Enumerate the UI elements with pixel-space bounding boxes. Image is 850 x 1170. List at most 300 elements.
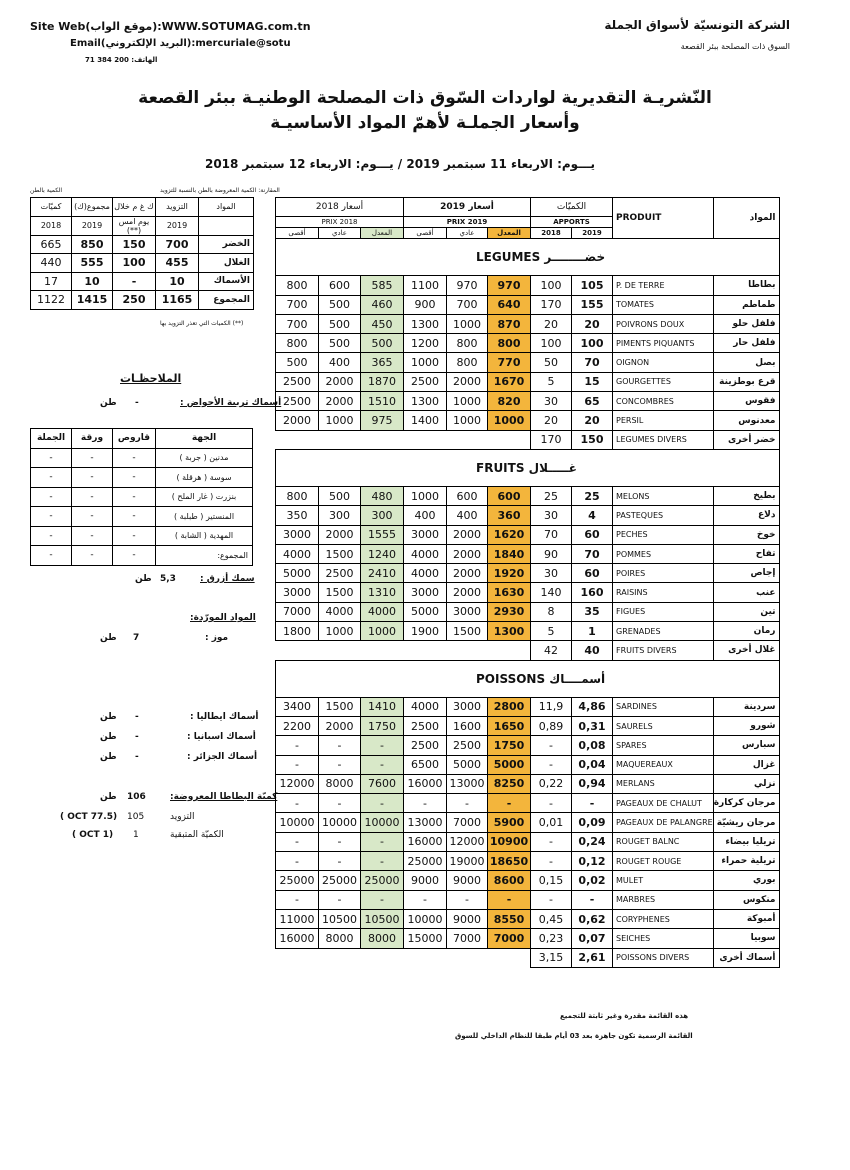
price-cell: 0,23 — [531, 929, 572, 948]
product-name-fr: P. DE TERRE — [613, 276, 714, 295]
price-cell: 90 — [531, 544, 572, 563]
price-cell: 30 — [531, 506, 572, 525]
price-cell: - — [276, 755, 319, 774]
h-prix2019 — [404, 198, 531, 217]
product-row — [276, 334, 780, 353]
blue-fish-label: سمك أزرق : — [200, 574, 255, 584]
algeria-value: - — [135, 752, 139, 762]
price-cell: 7000 — [447, 813, 488, 832]
price-cell: 4 — [572, 506, 613, 525]
price-cell: 30 — [531, 564, 572, 583]
price-cell: 60 — [572, 564, 613, 583]
price-cell: 5000 — [488, 755, 531, 774]
product-name-ar: بصل — [713, 353, 779, 372]
summary-sh0: 2018 — [31, 216, 72, 235]
price-cell: - — [361, 736, 404, 755]
region-cell: - — [113, 448, 156, 468]
region-cell: - — [113, 526, 156, 546]
summary-cell: 100 — [113, 254, 156, 273]
product-row — [276, 392, 780, 411]
price-cell: 2000 — [447, 525, 488, 544]
product-name-fr: MERLANS — [613, 774, 714, 793]
price-cell: 0,01 — [531, 813, 572, 832]
summary-sh3: 2019 — [156, 216, 199, 235]
price-header-row-1 — [276, 198, 780, 217]
stock-label: الكميّة المتبقية — [170, 830, 224, 840]
summary-row — [31, 272, 254, 291]
h-normal-2019: عادي — [447, 228, 488, 239]
region-h1: قاروص — [113, 429, 156, 449]
product-name-ar: سوبيا — [713, 929, 779, 948]
product-name-fr: FIGUES — [613, 602, 714, 621]
price-cell: 1000 — [447, 392, 488, 411]
blank-cell — [276, 430, 531, 449]
section-row — [276, 449, 780, 486]
product-name-ar: خوخ — [713, 525, 779, 544]
price-cell: 7000 — [276, 602, 319, 621]
divers-a19: 150 — [572, 430, 613, 449]
price-cell: 1400 — [404, 411, 447, 430]
region-cell: - — [113, 468, 156, 488]
region-row — [31, 526, 253, 546]
product-name-fr: ROUGET BALNC — [613, 832, 714, 851]
spain-label: أسماك اسبانيا : — [187, 732, 256, 742]
price-cell: - — [488, 890, 531, 909]
potato-label: كميّة البطاطا المعروضة: — [170, 792, 278, 802]
summary-sh2: يوم امس (**) — [113, 216, 156, 235]
product-name-fr: GRENADES — [613, 622, 714, 641]
region-cell: - — [31, 546, 72, 566]
price-cell: 65 — [572, 392, 613, 411]
summary-row — [31, 235, 254, 254]
summary-label: الغلال — [199, 254, 254, 273]
price-cell: 970 — [447, 276, 488, 295]
product-name-ar: مرجان كركارة — [713, 794, 779, 813]
product-row — [276, 755, 780, 774]
price-cell: 1300 — [404, 314, 447, 333]
divers-row — [276, 948, 780, 967]
price-cell: 400 — [404, 506, 447, 525]
h-max-2018: أقصى — [276, 228, 319, 239]
h-prix2019-year: 2019 — [440, 202, 466, 213]
price-cell: 1000 — [319, 411, 361, 430]
spain-value: - — [135, 732, 139, 742]
price-cell: 155 — [572, 295, 613, 314]
summary-label: الخضر — [199, 235, 254, 254]
price-sections — [276, 239, 780, 968]
ton-unit: طن — [100, 792, 117, 802]
product-name-ar: معدنوس — [713, 411, 779, 430]
price-cell: 170 — [531, 295, 572, 314]
price-cell: 700 — [447, 295, 488, 314]
product-row — [276, 314, 780, 333]
h-prix2018-fr: PRIX 2018 — [276, 217, 404, 228]
price-cell: 1800 — [276, 622, 319, 641]
price-cell: 600 — [447, 486, 488, 505]
summary-row-total — [31, 291, 254, 310]
price-cell: 35 — [572, 602, 613, 621]
price-table — [275, 197, 780, 968]
price-cell: 8250 — [488, 774, 531, 793]
product-row — [276, 411, 780, 430]
region-row — [31, 468, 253, 488]
region-cell: - — [72, 546, 113, 566]
region-name: سوسة ( هرقلة ) — [156, 468, 253, 488]
product-name-ar: شورو — [713, 716, 779, 735]
price-cell: 2000 — [276, 411, 319, 430]
company-subtitle: السوق ذات المصلحة ببئر القصعة — [680, 42, 790, 51]
summary-cell: 555 — [72, 254, 113, 273]
price-cell: 3000 — [276, 583, 319, 602]
farmed-fish-label: أسماك تربية الأحواض : — [180, 398, 282, 408]
price-cell: 20 — [531, 411, 572, 430]
price-cell: 20 — [572, 411, 613, 430]
price-cell: 4000 — [319, 602, 361, 621]
product-row — [276, 832, 780, 851]
price-cell: 10900 — [488, 832, 531, 851]
price-cell: 1000 — [447, 314, 488, 333]
ton-unit: طن — [100, 712, 117, 722]
price-cell: 0,07 — [572, 929, 613, 948]
document-title: النّشريـة التقديرية لواردات السّوق ذات المصلحة الوطنيـة ببئر القصعة — [138, 88, 712, 108]
price-cell: 3000 — [404, 583, 447, 602]
divers-a19: 40 — [572, 641, 613, 660]
price-cell: 1500 — [319, 544, 361, 563]
summary-label: المجموع — [199, 291, 254, 310]
price-cell: 1750 — [361, 716, 404, 735]
price-cell: 8550 — [488, 909, 531, 928]
product-name-fr: SARDINES — [613, 697, 714, 716]
price-cell: 7000 — [488, 929, 531, 948]
price-cell: 1410 — [361, 697, 404, 716]
product-name-ar: طماطم — [713, 295, 779, 314]
price-cell: 70 — [572, 353, 613, 372]
product-row — [276, 871, 780, 890]
region-cell: - — [31, 468, 72, 488]
product-name-ar: منكوس — [713, 890, 779, 909]
h-apports-2018: 2018 — [531, 228, 572, 239]
price-cell: 1000 — [404, 486, 447, 505]
price-cell: 13000 — [447, 774, 488, 793]
price-cell: 1840 — [488, 544, 531, 563]
price-cell: 20 — [531, 314, 572, 333]
price-cell: 25000 — [276, 871, 319, 890]
price-cell: 450 — [361, 314, 404, 333]
summary-cell: 850 — [72, 235, 113, 254]
region-name: بنزرت ( غار الملح ) — [156, 487, 253, 507]
price-cell: - — [572, 890, 613, 909]
product-name-ar: إجاص — [713, 564, 779, 583]
price-cell: - — [361, 852, 404, 871]
product-name-fr: OIGNON — [613, 353, 714, 372]
product-name-ar: نزلي — [713, 774, 779, 793]
price-cell: 2000 — [319, 372, 361, 391]
product-name-ar: قرع بوطزينة — [713, 372, 779, 391]
price-cell: - — [361, 890, 404, 909]
price-cell: - — [361, 755, 404, 774]
product-name-fr: PAGEAUX DE CHALUT — [613, 794, 714, 813]
region-row-total — [31, 546, 253, 566]
price-cell: 1600 — [447, 716, 488, 735]
price-cell: 4000 — [404, 564, 447, 583]
price-cell: 9000 — [404, 871, 447, 890]
email: Email(البريد الإلكتروني):mercuriale@sotu — [70, 38, 291, 49]
product-name-ar: بوري — [713, 871, 779, 890]
price-cell: 0,22 — [531, 774, 572, 793]
price-cell: - — [447, 794, 488, 813]
divers-ar: خضر أخرى — [713, 430, 779, 449]
summary-cell: 10 — [72, 272, 113, 291]
price-cell: 5 — [531, 372, 572, 391]
price-cell: 640 — [488, 295, 531, 314]
summary-cell: 250 — [113, 291, 156, 310]
price-cell: 5000 — [276, 564, 319, 583]
header-company — [604, 18, 790, 51]
product-name-ar: بطاطا — [713, 276, 779, 295]
divers-ar: أسماك أخرى — [713, 948, 779, 967]
product-row — [276, 506, 780, 525]
region-h3: الجملة — [31, 429, 72, 449]
price-cell: 16000 — [276, 929, 319, 948]
region-cell: - — [72, 468, 113, 488]
product-name-fr: SPARES — [613, 736, 714, 755]
product-name-fr: PERSIL — [613, 411, 714, 430]
price-cell: 0,02 — [572, 871, 613, 890]
price-cell: 300 — [361, 506, 404, 525]
price-cell: 1300 — [404, 392, 447, 411]
price-cell: 8 — [531, 602, 572, 621]
price-cell: 19000 — [447, 852, 488, 871]
ton-unit: طن — [135, 574, 152, 584]
region-cell: - — [113, 546, 156, 566]
price-cell: 0,24 — [572, 832, 613, 851]
product-row — [276, 525, 780, 544]
price-cell: 770 — [488, 353, 531, 372]
h-apports-ar: الكميّات — [531, 198, 613, 217]
summary-label: الأسماك — [199, 272, 254, 291]
price-cell: - — [276, 852, 319, 871]
price-cell: 1900 — [404, 622, 447, 641]
price-cell: 0,62 — [572, 909, 613, 928]
price-cell: 50 — [531, 353, 572, 372]
product-name-ar: دلاع — [713, 506, 779, 525]
region-name: مدنين ( جربة ) — [156, 448, 253, 468]
price-cell: 25 — [531, 486, 572, 505]
product-name-fr: SEICHES — [613, 929, 714, 948]
price-cell: 25 — [572, 486, 613, 505]
summary-cell: 455 — [156, 254, 199, 273]
price-cell: 10500 — [361, 909, 404, 928]
price-cell: 11000 — [276, 909, 319, 928]
footer-line2: القائمة الرسمية تكون جاهزة بعد 03 أيام طبقا للنظام الداخلي للسوق — [455, 1032, 693, 1040]
region-h0: الجهة — [156, 429, 253, 449]
price-cell: 3400 — [276, 697, 319, 716]
product-row — [276, 372, 780, 391]
price-cell: 20 — [572, 314, 613, 333]
price-cell: 8000 — [319, 929, 361, 948]
divers-a19: 2,61 — [572, 948, 613, 967]
supply-value: 105 — [127, 812, 145, 822]
price-cell: 500 — [319, 334, 361, 353]
date-line: يـــوم: الاربعاء 11 سبتمبر 2019 / يـــوم: الاربعاء 12 سبتمبر 2018 — [204, 157, 596, 171]
price-cell: 0,08 — [572, 736, 613, 755]
product-name-fr: MULET — [613, 871, 714, 890]
region-cell: - — [31, 487, 72, 507]
price-cell: 1500 — [319, 583, 361, 602]
price-cell: 500 — [319, 314, 361, 333]
price-cell: 1500 — [319, 697, 361, 716]
price-cell: 25000 — [319, 871, 361, 890]
price-cell: - — [319, 832, 361, 851]
summary-subheader-row — [31, 216, 254, 235]
telephone: الهاتف: 200 384 71 — [85, 56, 158, 64]
price-cell: 0,09 — [572, 813, 613, 832]
price-cell: - — [531, 852, 572, 871]
price-cell: 1670 — [488, 372, 531, 391]
price-cell: 1500 — [447, 622, 488, 641]
price-cell: 1650 — [488, 716, 531, 735]
summary-cell: - — [113, 272, 156, 291]
summary-sh4 — [199, 216, 254, 235]
region-cell: - — [31, 507, 72, 527]
price-cell: 0,45 — [531, 909, 572, 928]
section-row — [276, 660, 780, 697]
price-cell: 1100 — [404, 276, 447, 295]
price-cell: - — [319, 852, 361, 871]
h-avg-2018: المعدل — [361, 228, 404, 239]
price-cell: 12000 — [447, 832, 488, 851]
blue-fish-value: 5,3 — [160, 574, 176, 584]
product-name-fr: RAISINS — [613, 583, 714, 602]
italy-label: أسماك ايطاليا : — [190, 712, 259, 722]
price-cell: 460 — [361, 295, 404, 314]
price-cell: 10000 — [404, 909, 447, 928]
price-cell: 1630 — [488, 583, 531, 602]
product-name-ar: فلفل حار — [713, 334, 779, 353]
price-cell: 500 — [276, 353, 319, 372]
price-cell: 0,31 — [572, 716, 613, 735]
product-row — [276, 774, 780, 793]
ton-unit: طن — [100, 633, 117, 643]
product-name-fr: POIVRONS DOUX — [613, 314, 714, 333]
summary-cell: 150 — [113, 235, 156, 254]
price-cell: 480 — [361, 486, 404, 505]
stock-oct: ( OCT 1) — [72, 830, 114, 840]
h-produit: PRODUIT — [613, 198, 714, 239]
price-cell: - — [531, 832, 572, 851]
price-cell: 4,86 — [572, 697, 613, 716]
price-cell: 0,12 — [572, 852, 613, 871]
summary-h2: ك غ م خلال — [113, 198, 156, 217]
price-cell: 1200 — [404, 334, 447, 353]
product-name-fr: POIRES — [613, 564, 714, 583]
price-cell: 15 — [572, 372, 613, 391]
price-cell: - — [276, 736, 319, 755]
price-cell: 2410 — [361, 564, 404, 583]
price-cell: 500 — [319, 295, 361, 314]
h-avg-2019: المعدل — [488, 228, 531, 239]
product-name-fr: CORYPHENES — [613, 909, 714, 928]
price-cell: 2200 — [276, 716, 319, 735]
price-cell: 8600 — [488, 871, 531, 890]
farmed-fish-value: - — [135, 398, 139, 408]
price-cell: 800 — [276, 486, 319, 505]
price-cell: 2500 — [319, 564, 361, 583]
price-cell: 2500 — [404, 736, 447, 755]
price-cell: 2500 — [404, 372, 447, 391]
summary-cell: 440 — [31, 254, 72, 273]
notes-title: الملاحظـات — [120, 372, 182, 385]
product-name-ar: رمان — [713, 622, 779, 641]
price-cell: 13000 — [404, 813, 447, 832]
region-cell: - — [113, 507, 156, 527]
summary-row — [31, 254, 254, 273]
region-h2: ورقة — [72, 429, 113, 449]
price-cell: 16000 — [404, 832, 447, 851]
price-cell: 800 — [276, 334, 319, 353]
summary-note-right: المقارنة: الكمية المعروضة بالطن بالنسبة للتزويد — [160, 187, 280, 194]
product-name-fr: PAGEAUX DE PALANGRE — [613, 813, 714, 832]
price-cell: 500 — [319, 486, 361, 505]
price-cell: 2000 — [447, 564, 488, 583]
price-cell: 1310 — [361, 583, 404, 602]
product-row — [276, 736, 780, 755]
banana-value: 7 — [133, 633, 140, 643]
product-name-ar: بطيخ — [713, 486, 779, 505]
region-cell: - — [31, 448, 72, 468]
product-name-fr: PASTEQUES — [613, 506, 714, 525]
product-name-fr: GOURGETTES — [613, 372, 714, 391]
h-max-2019: أقصى — [404, 228, 447, 239]
price-cell: 1000 — [404, 353, 447, 372]
price-cell: 3000 — [276, 525, 319, 544]
price-cell: 18650 — [488, 852, 531, 871]
price-cell: 0,15 — [531, 871, 572, 890]
h-apports-2019: 2019 — [572, 228, 613, 239]
summary-footnote: (**) الكميات التي تعذر التزويد بها — [160, 320, 244, 327]
price-cell: 0,04 — [572, 755, 613, 774]
summary-note-left: الكمية بالطن — [30, 187, 63, 194]
price-cell: 7600 — [361, 774, 404, 793]
price-cell: 400 — [319, 353, 361, 372]
price-cell: - — [404, 890, 447, 909]
product-name-fr: SAURELS — [613, 716, 714, 735]
price-cell: 10000 — [361, 813, 404, 832]
price-cell: 16000 — [404, 774, 447, 793]
price-cell: 3000 — [447, 602, 488, 621]
price-cell: 600 — [319, 276, 361, 295]
price-cell: 4000 — [276, 544, 319, 563]
price-cell: 870 — [488, 314, 531, 333]
region-cell: - — [31, 526, 72, 546]
price-cell: - — [488, 794, 531, 813]
price-cell: 800 — [447, 334, 488, 353]
price-cell: 100 — [531, 334, 572, 353]
price-cell: 100 — [531, 276, 572, 295]
product-row — [276, 794, 780, 813]
product-row — [276, 583, 780, 602]
product-row — [276, 622, 780, 641]
product-row — [276, 486, 780, 505]
price-cell: - — [276, 832, 319, 851]
price-cell: 1000 — [319, 622, 361, 641]
price-cell: 970 — [488, 276, 531, 295]
summary-cell: 1122 — [31, 291, 72, 310]
summary-h0: كميّات — [31, 198, 72, 217]
company-name: الشركة التونسيّة لأسواق الجملة — [604, 18, 790, 32]
product-row — [276, 813, 780, 832]
product-name-ar: تريلية حمراء — [713, 852, 779, 871]
